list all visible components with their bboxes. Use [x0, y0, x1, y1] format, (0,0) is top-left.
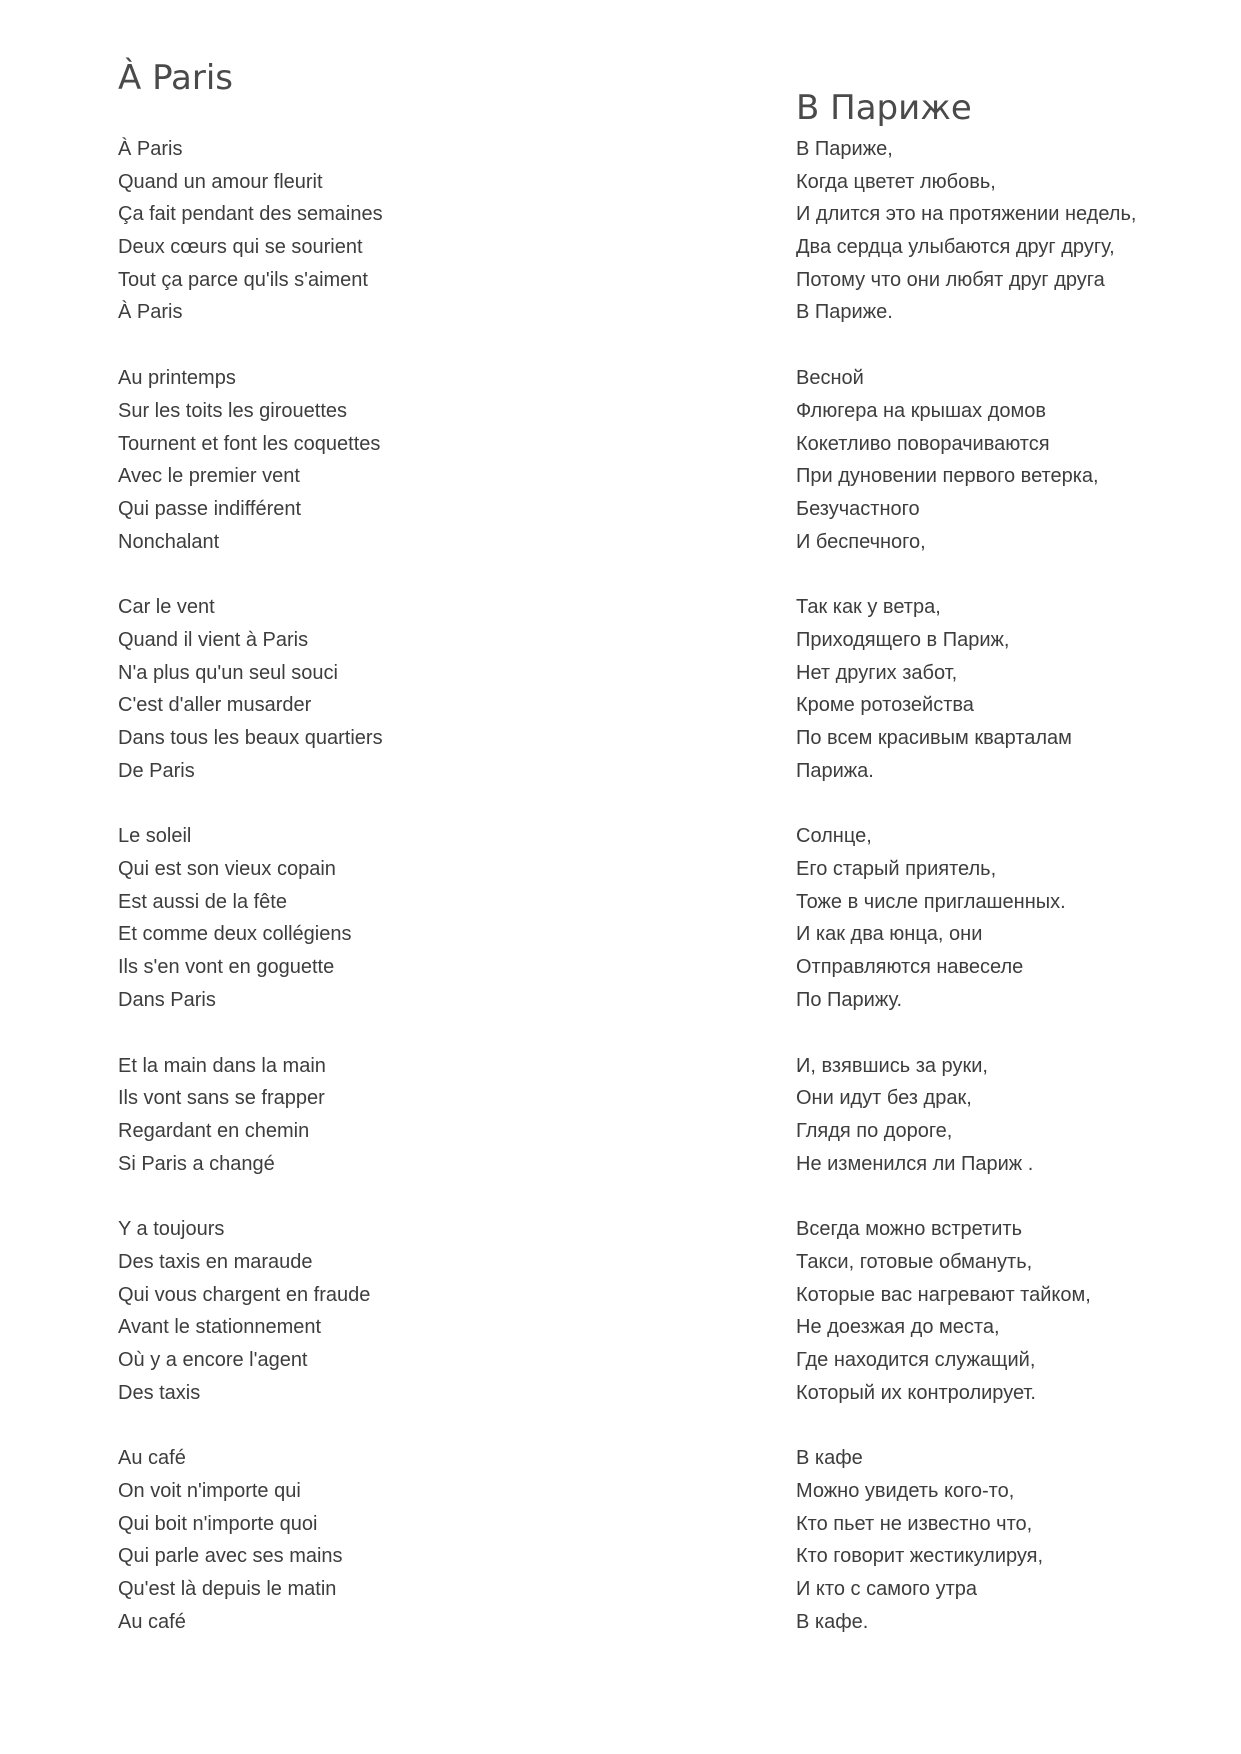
- lyric-line: Нет других забот,: [796, 661, 958, 684]
- lyric-line: По Парижу.: [796, 988, 903, 1011]
- lyric-line: Au printemps: [118, 367, 236, 390]
- stanza: [796, 1213, 1136, 1409]
- lyric-line: Ils s'en vont en goguette: [118, 956, 335, 979]
- lyric-line: Можно увидеть кого-то,: [796, 1480, 1015, 1503]
- lyric-line: C'est d'aller musarder: [118, 694, 312, 717]
- lyric-line: Кто пьет не известно что,: [796, 1512, 1033, 1535]
- lyric-line: Dans Paris: [118, 988, 216, 1011]
- lyric-line: И беспечного,: [796, 530, 926, 553]
- stanza: [118, 1213, 383, 1409]
- lyric-line: В кафе.: [796, 1610, 869, 1633]
- stanza: [118, 362, 383, 558]
- lyric-line: Qu'est là depuis le matin: [118, 1578, 337, 1601]
- lyric-line: Avec le premier vent: [118, 465, 300, 488]
- russian-title: В Париже: [796, 88, 972, 128]
- lyric-line: Так как у ветра,: [796, 596, 941, 619]
- lyric-line: Tout ça parce qu'ils s'aiment: [118, 268, 368, 291]
- lyric-line: Ils vont sans se frapper: [118, 1087, 325, 1110]
- lyric-line: Безучастного: [796, 497, 920, 520]
- lyric-line: Тоже в числе приглашенных.: [796, 890, 1066, 913]
- lyric-line: Regardant en chemin: [118, 1119, 310, 1142]
- stanza: [796, 1050, 1136, 1181]
- lyric-line: И кто с самого утра: [796, 1578, 978, 1601]
- lyric-line: Ça fait pendant des semaines: [118, 203, 383, 226]
- lyric-line: Кокетливо поворачиваются: [796, 432, 1050, 455]
- lyric-line: Солнце,: [796, 825, 872, 848]
- french-lyrics: [118, 133, 383, 1672]
- lyric-line: Его старый приятель,: [796, 858, 997, 881]
- lyric-line: Qui est son vieux copain: [118, 858, 336, 881]
- stanza: [118, 1442, 383, 1638]
- lyric-line: Quand un amour fleurit: [118, 170, 323, 193]
- lyric-line: Не изменился ли Париж .: [796, 1152, 1034, 1175]
- lyric-line: Не доезжая до места,: [796, 1316, 1000, 1339]
- lyric-line: И длится это на протяжении недель,: [796, 203, 1137, 226]
- lyric-line: В Париже.: [796, 301, 893, 324]
- lyric-line: Et comme deux collégiens: [118, 923, 352, 946]
- lyric-line: Dans tous les beaux quartiers: [118, 727, 383, 749]
- lyric-line: Которые вас нагревают тайком,: [796, 1283, 1091, 1306]
- lyric-line: Флюгера на крышах домов: [796, 399, 1046, 422]
- stanza: [796, 1442, 1136, 1638]
- lyric-line: Des taxis en maraude: [118, 1250, 313, 1273]
- lyric-line: Qui passe indifférent: [118, 497, 302, 520]
- lyric-line: Est aussi de la fête: [118, 890, 287, 913]
- lyric-line: Кроме ротозейства: [796, 694, 974, 717]
- lyric-line: Два сердца улыбаются друг другу,: [796, 236, 1115, 259]
- stanza: [796, 362, 1136, 558]
- lyric-line: Где находится служащий,: [796, 1349, 1036, 1371]
- lyric-line: Nonchalant: [118, 530, 220, 553]
- lyric-line: Si Paris a changé: [118, 1152, 275, 1175]
- stanza: [118, 820, 383, 1016]
- stanza: [796, 820, 1136, 1016]
- lyric-line: De Paris: [118, 759, 195, 782]
- lyric-line: Sur les toits les girouettes: [118, 399, 347, 422]
- lyric-line: N'a plus qu'un seul souci: [118, 661, 338, 684]
- lyric-line: В кафе: [796, 1447, 863, 1470]
- lyric-line: Qui vous chargent en fraude: [118, 1283, 371, 1306]
- lyric-line: Парижа.: [796, 759, 874, 782]
- lyric-line: Потому что они любят друг друга: [796, 268, 1105, 291]
- lyric-line: Весной: [796, 367, 864, 390]
- stanza: [796, 133, 1136, 329]
- lyric-line: Des taxis: [118, 1381, 201, 1404]
- lyric-line: Отправляются навеселе: [796, 956, 1024, 979]
- lyric-line: À Paris: [118, 138, 183, 160]
- lyric-line: Et la main dans la main: [118, 1054, 326, 1077]
- stanza: [796, 591, 1136, 787]
- lyric-line: Qui parle avec ses mains: [118, 1545, 343, 1568]
- lyric-line: Они идут без драк,: [796, 1087, 972, 1110]
- french-title: À Paris: [118, 58, 234, 98]
- lyric-line: Quand il vient à Paris: [118, 628, 309, 651]
- lyric-line: Avant le stationnement: [118, 1316, 322, 1339]
- stanza: [118, 591, 383, 787]
- lyric-line: По всем красивым кварталам: [796, 727, 1072, 749]
- stanza: [118, 133, 383, 329]
- lyric-line: Когда цветет любовь,: [796, 170, 996, 193]
- lyric-line: Où y a encore l'agent: [118, 1349, 308, 1371]
- lyric-line: Le soleil: [118, 825, 192, 848]
- lyric-line: Car le vent: [118, 596, 215, 619]
- lyric-line: Qui boit n'importe quoi: [118, 1512, 318, 1535]
- lyric-line: Deux cœurs qui se sourient: [118, 236, 363, 259]
- lyric-line: Глядя по дороге,: [796, 1119, 953, 1142]
- lyric-line: Au café: [118, 1447, 186, 1470]
- lyric-line: On voit n'importe qui: [118, 1480, 301, 1503]
- lyric-line: И как два юнца, они: [796, 923, 983, 946]
- lyric-line: Приходящего в Париж,: [796, 628, 1010, 651]
- stanza: [118, 1050, 383, 1181]
- lyric-line: Au café: [118, 1610, 186, 1633]
- lyric-line: Y a toujours: [118, 1218, 225, 1241]
- lyric-line: Всегда можно встретить: [796, 1218, 1023, 1241]
- lyric-line: При дуновении первого ветерка,: [796, 465, 1099, 488]
- russian-lyrics: [796, 133, 1136, 1672]
- lyric-line: Tournent et font les coquettes: [118, 432, 381, 455]
- lyric-line: Кто говорит жестикулируя,: [796, 1545, 1044, 1568]
- lyric-line: В Париже,: [796, 138, 893, 160]
- lyric-line: И, взявшись за руки,: [796, 1054, 988, 1077]
- lyric-line: Такси, готовые обмануть,: [796, 1250, 1033, 1273]
- lyric-line: À Paris: [118, 301, 183, 324]
- lyric-line: Который их контролирует.: [796, 1381, 1036, 1404]
